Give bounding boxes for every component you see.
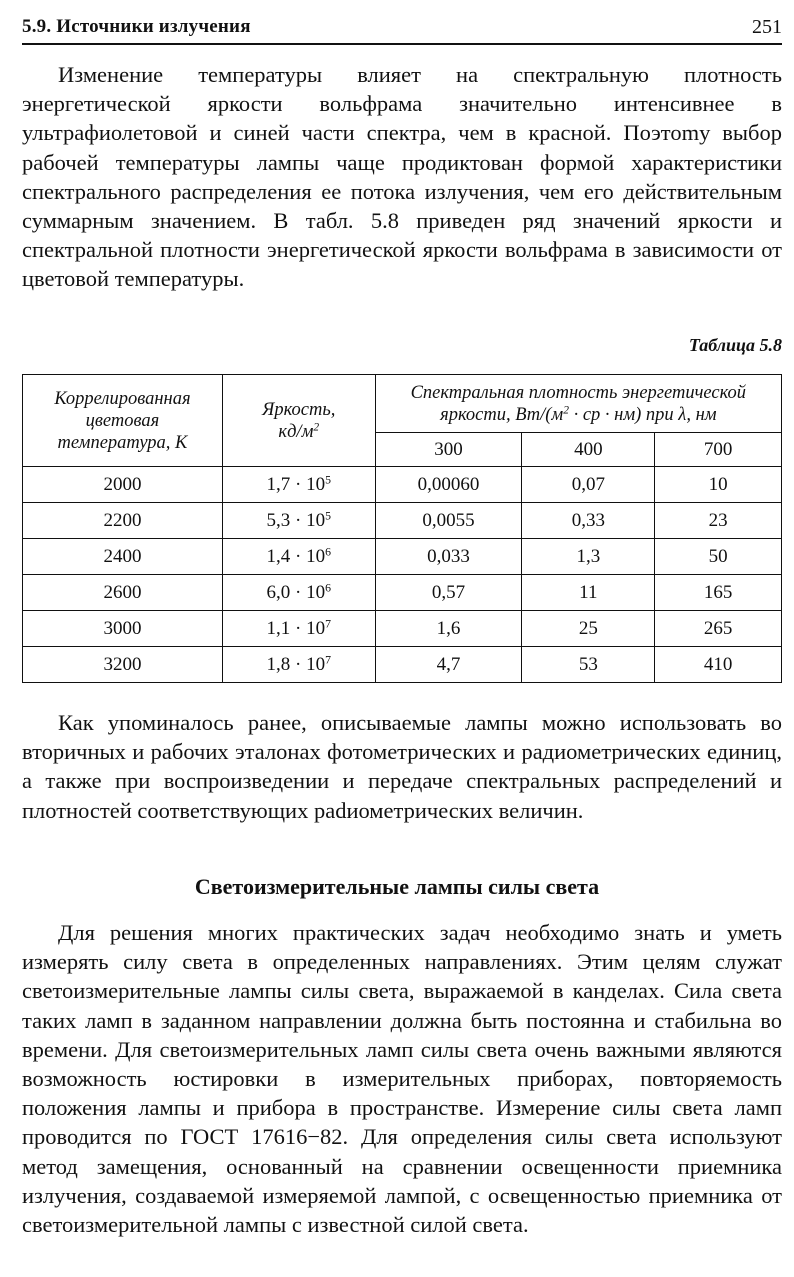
cell-brightness-mantissa: 1,7 · 10 [266,473,326,495]
cell-temperature: 2400 [23,539,223,575]
table-row [23,467,782,503]
cell-brightness-mantissa: 1,4 · 10 [266,545,326,567]
column-header-spectral [375,375,781,433]
cell-brightness-exponent: 6 [325,545,331,559]
cell-temperature: 3000 [23,611,223,647]
cell-brightness-mantissa: 1,1 · 10 [266,617,326,639]
paragraph-measurement: Для решения многих практических задач необходимо знать и уметь измерять силу света в определенных направлениях. Этим целям служат светоизмерительные лампы силы света, выражаемой в канделах. Сила света таких ламп в заданном направлении должна быть постоянна и стабильна во времени. Для светоизмерительных ламп силы света очень важными являются возможность юстировки в измерительных приборах, повторяемость положения лампы и прибора в пространстве. Измерение силы света ламп проводится по ГОСТ 17616−82. Для определения силы света используют метод замещения, основанный на сравнении освещенности приемника излучения, создаваемой измеряемой лампой, с освещенностью приемника от светоизмерительной лампы с известной силой света. [22,920,782,1238]
cell-brightness-mantissa: 5,3 · 10 [266,509,326,531]
section-title: 5.9. Источники излучения [22,16,251,37]
paragraph-intro: Изменение температуры влияет на спектральную плотность энергетической яркости вольфрама значительно интенсивнее в ультрафиолетовой и синей части спектра, чем в красной. Поэтоmy выбор рабочей температуры лампы чаще продиктован формой характеристики спектрального распределения ее потока излучения, чем его действительным суммарным значением. В табл. 5.8 приведен ряд значений яркости и спектральной плотности энергетической яркости вольфрама в зависимости от цветовой температуры. [22,62,782,292]
cell-brightness [222,467,375,503]
cell-spectral-700: 410 [655,647,782,683]
column-header-wavelength-700: 700 [655,433,782,467]
cell-temperature: 2000 [23,467,223,503]
cell-brightness-exponent: 6 [325,581,331,595]
table-row [23,575,782,611]
column-header-temperature-text: Коррелированная цветовая температура, К [54,388,191,453]
data-table [22,374,782,683]
cell-brightness-mantissa: 6,0 · 10 [266,581,326,603]
cell-spectral-700: 265 [655,611,782,647]
cell-spectral-700: 165 [655,575,782,611]
cell-temperature: 2600 [23,575,223,611]
cell-spectral-400: 1,3 [522,539,655,575]
cell-spectral-400: 0,33 [522,503,655,539]
cell-spectral-400: 53 [522,647,655,683]
cell-spectral-300: 0,00060 [375,467,522,503]
cell-spectral-300: 4,7 [375,647,522,683]
running-header [22,12,782,42]
cell-brightness-exponent: 5 [325,473,331,487]
column-header-spectral-exponent: 2 [563,404,569,417]
column-header-wavelength-400: 400 [522,433,655,467]
cell-brightness-exponent: 5 [325,509,331,523]
cell-spectral-300: 0,0055 [375,503,522,539]
subsection-heading: Светоизмерительные лампы силы света [194,874,600,899]
column-header-brightness-unit-exponent: 2 [313,421,320,434]
column-header-brightness [222,375,375,467]
table-row [23,539,782,575]
column-header-spectral-part1: Спектральная плотность энергетической яркости, Вт/(м [410,382,747,425]
table-row [23,503,782,539]
cell-brightness [222,611,375,647]
cell-spectral-400: 0,07 [522,467,655,503]
table-caption: Таблица 5.8 [688,335,782,355]
table-row [23,611,782,647]
cell-temperature: 2200 [23,503,223,539]
cell-brightness-mantissa: 1,8 · 10 [266,653,326,675]
table-header-row [23,375,782,433]
cell-brightness [222,575,375,611]
cell-brightness [222,647,375,683]
paragraph-usage: Как упоминалось ранее, описываемые лампы можно использовать во вторичных и рабочих эталонах фотометрических и радиометрических единиц, а также при воспроизведении и передаче спектральных распределений и плотностей соответствующих раdиометрических величин. [22,710,782,823]
column-header-brightness-text: Яркость, [262,399,336,420]
cell-spectral-700: 50 [655,539,782,575]
cell-spectral-700: 23 [655,503,782,539]
cell-brightness [222,539,375,575]
header-divider [22,43,782,45]
column-header-brightness-unit: кд/м [278,421,314,442]
cell-temperature: 3200 [23,647,223,683]
cell-spectral-300: 0,57 [375,575,522,611]
column-header-wavelength-300: 300 [375,433,522,467]
cell-brightness [222,503,375,539]
cell-spectral-300: 1,6 [375,611,522,647]
page-number: 251 [752,16,782,38]
cell-brightness-exponent: 7 [325,653,331,667]
cell-spectral-700: 10 [655,467,782,503]
table-row [23,647,782,683]
cell-brightness-exponent: 7 [325,617,331,631]
cell-spectral-400: 11 [522,575,655,611]
cell-spectral-400: 25 [522,611,655,647]
column-header-spectral-part2: · ср · нм) при λ, нм [568,404,717,425]
cell-spectral-300: 0,033 [375,539,522,575]
column-header-temperature [23,375,223,467]
